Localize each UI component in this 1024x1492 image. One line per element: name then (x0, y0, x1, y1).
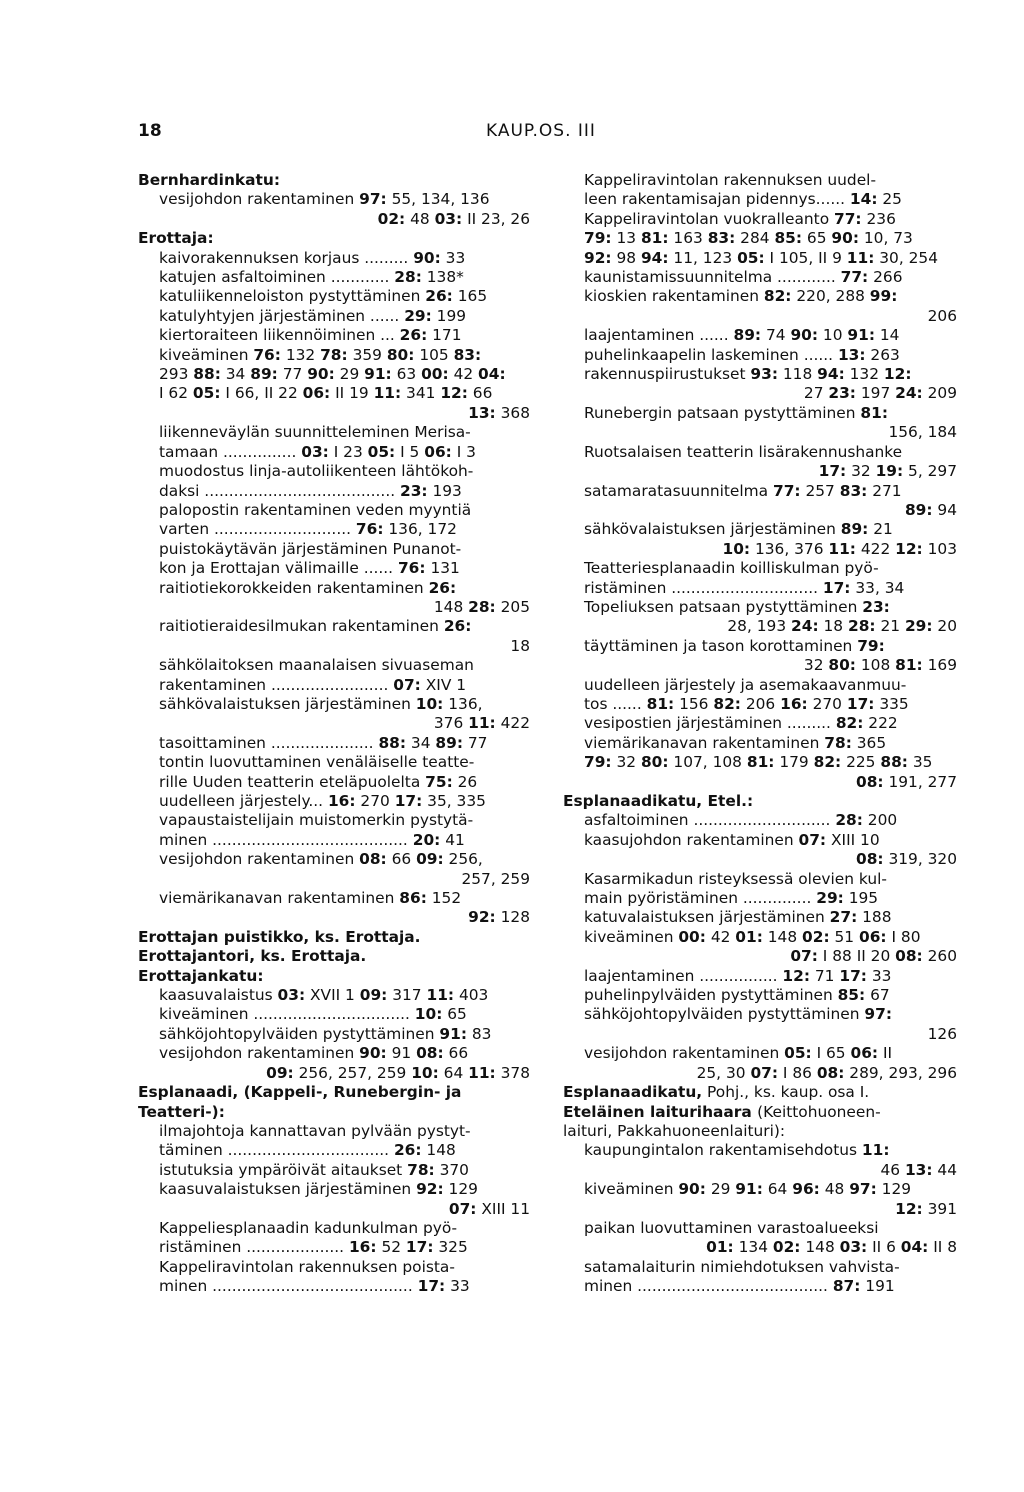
index-entry: rakentaminen ........................ 07: XIV 1 (159, 675, 467, 694)
index-entry: Runebergin patsaan pystyttäminen 81: (584, 403, 888, 422)
index-entry: sähkövalaistuksen järjestäminen 10: 136, (159, 694, 483, 713)
index-entry: katuliikenneloiston pystyttäminen 26: 165 (159, 287, 488, 306)
index-entry: täyttäminen ja tason korottaminen 79: (584, 636, 885, 655)
index-entry: kiveäminen 90: 29 91: 64 96: 48 97: 129 (584, 1180, 912, 1199)
index-entry: Kappeliesplanaadin kadunkulman pyö- (159, 1218, 458, 1237)
index-heading: Esplanaadikatu, Etel.: (563, 792, 754, 810)
index-entry: raitiotieraidesilmukan rakentaminen 26: (159, 617, 472, 636)
index-entry: vesijohdon rakentaminen 08: 66 09: 256, (159, 850, 483, 869)
index-entry: 92: 98 94: 11, 123 05: I 105, II 9 11: 30, 254 (584, 248, 938, 267)
index-entry: 28, 193 24: 18 28: 21 29: 20 (727, 617, 957, 636)
index-entry: 17: 32 19: 5, 297 (818, 462, 957, 481)
index-entry: 376 11: 422 (433, 714, 530, 733)
index-entry: ilmajohtoja kannattavan pylvään pystyt- (159, 1121, 471, 1140)
index-entry: puhelinkaapelin laskeminen ...... 13: 263 (584, 345, 900, 364)
index-entry: rille Uuden teatterin eteläpuolelta 75: 26 (159, 772, 478, 791)
running-head: KAUP.OS. III (486, 121, 596, 141)
index-entry: kiveäminen ................................ 10: 65 (159, 1005, 467, 1024)
index-column-right (563, 171, 957, 1297)
index-entry: vapaustaistelijain muistomerkin pystytä- (159, 811, 474, 830)
index-entry: katulyhtyjen järjestäminen ...... 29: 199 (159, 306, 467, 325)
index-entry: 10: 136, 376 11: 422 12: 103 (722, 539, 957, 558)
index-heading: Erottaja: (138, 229, 214, 248)
index-entry: kaunistamissuunnitelma ............ 77: 266 (584, 268, 903, 287)
index-entry: ristäminen .................... 16: 52 17: 325 (159, 1238, 468, 1257)
index-heading: Erottajantori, ks. Erottaja. (138, 947, 367, 966)
index-entry: Topeliuksen patsaan pystyttäminen 23: (584, 597, 890, 616)
index-entry: 01: 134 02: 148 03: II 6 04: II 8 (706, 1238, 957, 1257)
index-entry: 07: I 88 II 20 08: 260 (790, 947, 957, 966)
index-entry: 126 (927, 1024, 957, 1043)
index-entry: kiveäminen 76: 132 78: 359 80: 105 83: (159, 345, 482, 364)
index-entry: 08: 191, 277 (855, 772, 957, 791)
index-entry: ristäminen .............................. 17: 33, 34 (584, 578, 905, 597)
index-entry: 46 13: 44 (880, 1160, 957, 1179)
index-entry: 12: 391 (895, 1199, 957, 1218)
index-entry: palopostin rakentaminen veden myyntiä (159, 500, 472, 519)
index-entry: raitiotiekorokkeiden rakentaminen 26: (159, 578, 457, 597)
index-entry: kaasuvalaistus 03: XVII 1 09: 317 11: 403 (159, 986, 489, 1005)
index-entry: 02: 48 03: II 23, 26 (377, 209, 530, 228)
index-entry: leen rakentamisajan pidennys...... 14: 25 (584, 190, 902, 209)
index-entry: sähkölaitoksen maanalaisen sivuaseman (159, 656, 474, 675)
index-entry: main pyöristäminen .............. 29: 195 (584, 889, 879, 908)
index-entry: 257, 259 (461, 869, 530, 888)
index-heading: Esplanaadi, (Kappeli-, Runebergin- ja (138, 1083, 462, 1102)
index-entry: sähkövalaistuksen järjestäminen 89: 21 (584, 520, 893, 539)
index-entry: tos ...... 81: 156 82: 206 16: 270 17: 335 (584, 694, 909, 713)
index-entry: I 62 05: I 66, II 22 06: II 19 11: 341 12: 66 (159, 384, 493, 403)
index-entry: uudelleen järjestely... 16: 270 17: 35, 335 (159, 792, 486, 810)
index-entry: vesijohdon rakentaminen 90: 91 08: 66 (159, 1044, 469, 1063)
index-entry: viemärikanavan rakentaminen 86: 152 (159, 889, 462, 908)
index-entry: 89: 94 (904, 500, 957, 519)
index-entry: Kappeliravintolan rakennuksen uudel- (584, 171, 876, 189)
index-entry: minen ....................................... 87: 191 (584, 1277, 895, 1296)
index-entry: vesijohdon rakentaminen 97: 55, 134, 136 (159, 190, 490, 209)
index-entry: uudelleen järjestely ja asemakaavanmuu- (584, 675, 907, 694)
index-entry: täminen ................................. 26: 148 (159, 1141, 456, 1160)
index-entry: Kappeliravintolan rakennuksen poista- (159, 1257, 455, 1276)
index-entry: 27 23: 197 24: 209 (803, 384, 957, 403)
index-entry: Teatteriesplanaadin koilliskulman pyö- (584, 559, 879, 578)
index-entry: paikan luovuttaminen varastoalueeksi (584, 1218, 879, 1237)
index-entry: minen ........................................ 20: 41 (159, 830, 465, 849)
index-entry: katuvalaistuksen järjestäminen 27: 188 (584, 908, 892, 927)
index-heading: Eteläinen laiturihaara (Keittohuoneen- (563, 1102, 881, 1121)
index-entry: kaupungintalon rakentamisehdotus 11: (584, 1141, 890, 1160)
index-entry: 206 (927, 306, 957, 325)
index-entry: 156, 184 (888, 423, 957, 442)
index-entry: 25, 30 07: I 86 08: 289, 293, 296 (696, 1063, 957, 1082)
index-heading: Esplanaadikatu, Pohj., ks. kaup. osa I. (563, 1083, 870, 1102)
index-entry: kaasuvalaistuksen järjestäminen 92: 129 (159, 1180, 478, 1199)
index-entry: Kappeliravintolan vuokralleanto 77: 236 (584, 209, 896, 228)
index-entry: tamaan ............... 03: I 23 05: I 5 06: I 3 (159, 442, 476, 461)
index-entry: satamaratasuunnitelma 77: 257 83: 271 (584, 481, 902, 500)
index-entry: kaasujohdon rakentaminen 07: XIII 10 (584, 830, 880, 849)
index-entry: kaivorakennuksen korjaus ......... 90: 33 (159, 248, 466, 267)
index-entry: kon ja Erottajan välimaille ...... 76: 131 (159, 559, 460, 578)
index-entry: 08: 319, 320 (855, 850, 957, 869)
index-entry: viemärikanavan rakentaminen 78: 365 (584, 733, 887, 752)
page-number: 18 (138, 121, 162, 141)
index-entry: laituri, Pakkahuoneenlaituri): (563, 1121, 786, 1140)
index-entry: varten ............................ 76: 136, 172 (159, 520, 457, 539)
index-column-left (138, 171, 530, 1297)
index-entry: istutuksia ympäröivät aitaukset 78: 370 (159, 1160, 469, 1179)
index-entry: sähköjohtopylväiden pystyttäminen 91: 83 (159, 1024, 492, 1043)
index-entry: 32 80: 108 81: 169 (803, 656, 957, 675)
index-heading: Bernhardinkatu: (138, 171, 280, 189)
index-entry: puhelinpylväiden pystyttäminen 85: 67 (584, 986, 890, 1005)
index-entry: 79: 32 80: 107, 108 81: 179 82: 225 88: 35 (584, 753, 933, 772)
index-entry: katujen asfaltoiminen ............ 28: 138* (159, 268, 464, 287)
index-entry: daksi ....................................... 23: 193 (159, 481, 462, 500)
index-entry: Kasarmikadun risteyksessä olevien kul- (584, 869, 887, 888)
index-entry: kioskien rakentaminen 82: 220, 288 99: (584, 287, 898, 306)
index-entry: minen ......................................... 17: 33 (159, 1277, 470, 1296)
index-entry: 79: 13 81: 163 83: 284 85: 65 90: 10, 73 (584, 229, 913, 248)
index-entry: kiertoraiteen liikennöiminen ... 26: 171 (159, 326, 462, 345)
index-entry: muodostus linja-autoliikenteen lähtökoh- (159, 462, 474, 481)
index-entry: kiveäminen 00: 42 01: 148 02: 51 06: I 80 (584, 927, 921, 946)
index-heading: Erottajankatu: (138, 966, 264, 985)
index-entry: asfaltoiminen ............................ 28: 200 (584, 811, 898, 830)
index-entry: 13: 368 (468, 403, 530, 422)
index-entry: Ruotsalaisen teatterin lisärakennushanke (584, 442, 903, 461)
index-entry: laajentaminen ................ 12: 71 17: 33 (584, 966, 892, 985)
index-entry: 09: 256, 257, 259 10: 64 11: 378 (266, 1063, 530, 1082)
index-entry: 92: 128 (468, 908, 530, 927)
index-entry: vesijohdon rakentaminen 05: I 65 06: II (584, 1044, 893, 1063)
index-entry: vesipostien järjestäminen ......... 82: 222 (584, 714, 898, 733)
index-heading: Erottajan puistikko, ks. Erottaja. (138, 927, 421, 946)
index-entry: 18 (510, 636, 530, 655)
index-heading: Teatteri-): (138, 1102, 225, 1121)
index-entry: 148 28: 205 (433, 597, 530, 616)
index-entry: laajentaminen ...... 89: 74 90: 10 91: 14 (584, 326, 900, 345)
index-entry: puistokäytävän järjestäminen Punanot- (159, 539, 462, 558)
index-entry: 293 88: 34 89: 77 90: 29 91: 63 00: 42 04: (159, 365, 506, 384)
index-entry: tontin luovuttaminen venäläiselle teatte- (159, 753, 475, 772)
index-entry: rakennuspiirustukset 93: 118 94: 132 12: (584, 365, 912, 384)
index-entry: tasoittaminen ..................... 88: 34 89: 77 (159, 733, 488, 752)
index-entry: 07: XIII 11 (448, 1199, 530, 1218)
index-entry: satamalaiturin nimiehdotuksen vahvista- (584, 1257, 900, 1276)
index-entry: liikenneväylän suunnitteleminen Merisa- (159, 423, 471, 442)
index-entry: sähköjohtopylväiden pystyttäminen 97: (584, 1005, 892, 1024)
